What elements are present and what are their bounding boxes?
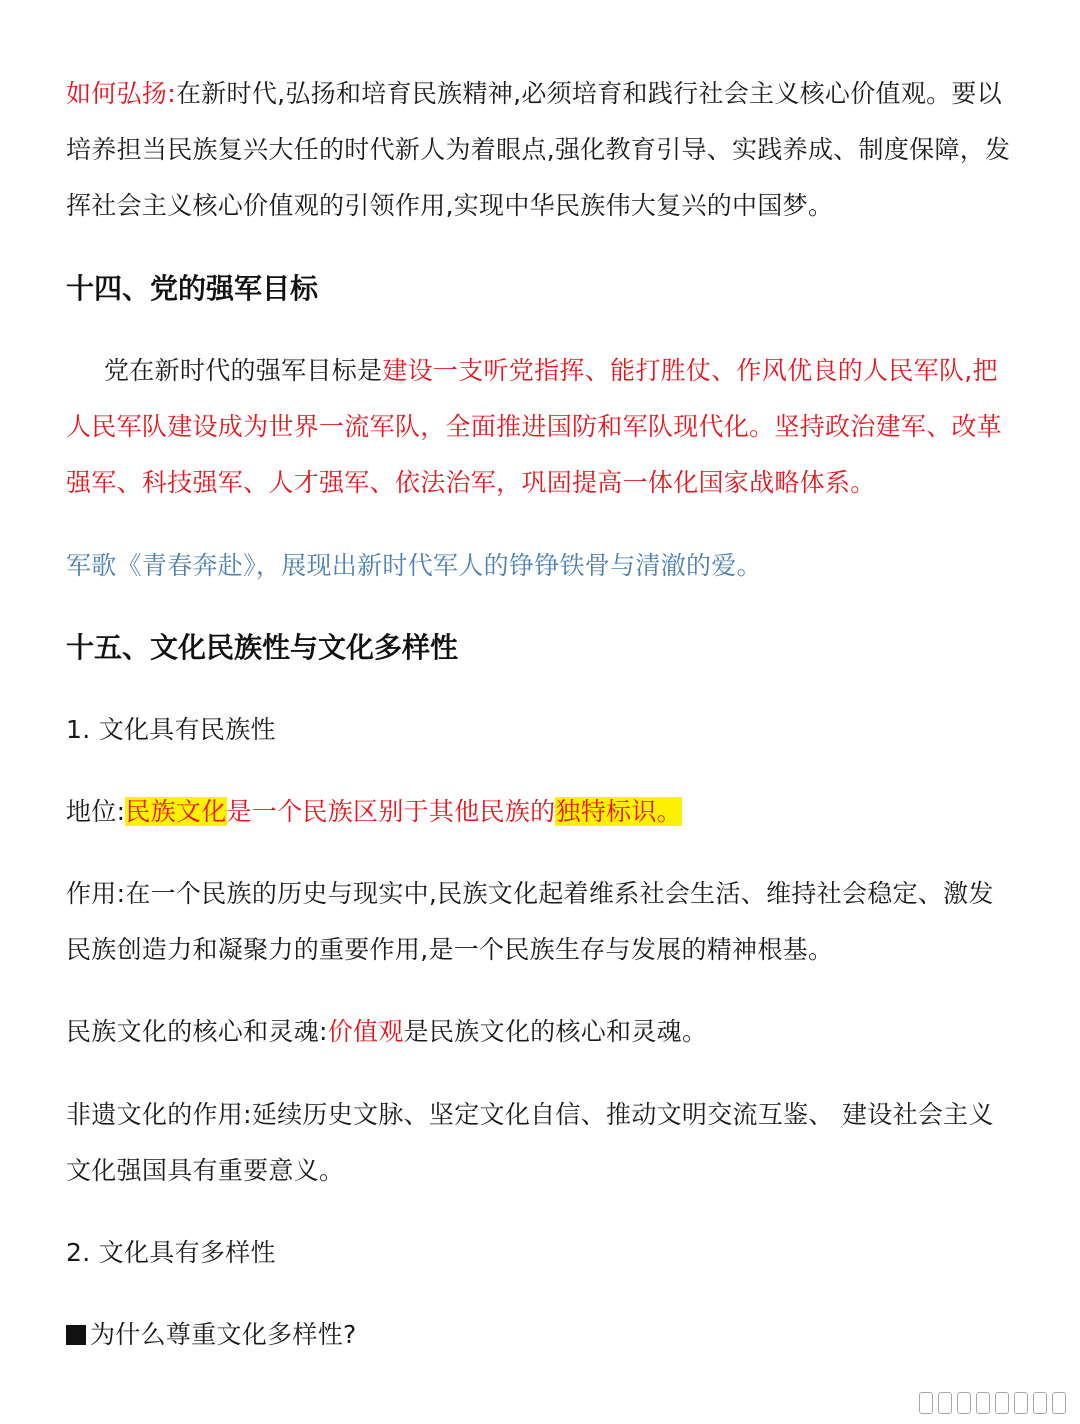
- role-paragraph: [66, 866, 1016, 978]
- section-14-red-text: 建设一支听党指挥、能打胜仗、作风优良的人民军队,把人民军队建设成为世界一流军队，全面推进国防和军队现代化。坚持政治建军、改革强军、科技强军、人才强军、依法治军，巩固提高一体化国家战略体系。: [66, 356, 1003, 497]
- core-label: 民族文化的核心和灵魂:: [66, 1017, 328, 1046]
- question-text: 为什么尊重文化多样性?: [90, 1320, 357, 1349]
- status-highlight-2: 独特标识。: [555, 797, 682, 826]
- black-square-icon: [66, 1325, 86, 1345]
- intro-text: 在新时代,弘扬和培育民族精神,必须培育和践行社会主义核心价值观。要以培养担当民族复兴大任的时代新人为着眼点,强化教育引导、实践养成、制度保障，发挥社会主义核心价值观的引领作用,实现中华民族伟大复兴的中国梦。: [66, 79, 1011, 220]
- heritage-label: 非遗文化的作用:: [66, 1100, 252, 1129]
- core-red: 价值观: [327, 1017, 404, 1046]
- status-label: 地位:: [66, 797, 126, 826]
- status-highlight-1: 民族文化: [125, 797, 227, 826]
- role-text: 在一个民族的历史与现实中,民族文化起着维系社会生活、维持社会稳定、激发民族创造力和凝聚力的重要作用,是一个民族生存与发展的精神根基。: [66, 879, 994, 964]
- heritage-paragraph: [66, 1087, 1016, 1199]
- section-15-heading: 十五、文化民族性与文化多样性: [66, 631, 459, 664]
- subheading-2: 2. 文化具有多样性: [66, 1238, 276, 1267]
- core-rest: 是民族文化的核心和灵魂。: [403, 1017, 708, 1046]
- section-14-lead: 党在新时代的强军目标是: [104, 356, 383, 385]
- section-14-heading: 十四、党的强军目标: [66, 272, 319, 305]
- section-14-body: [66, 343, 1016, 511]
- question-line: [66, 1307, 1016, 1363]
- intro-label: 如何弘扬:: [66, 79, 176, 108]
- intro-paragraph: [66, 66, 1016, 234]
- song-line: 军歌《青春奔赴》，展现出新时代军人的铮铮铁骨与清澈的爱。: [66, 551, 762, 580]
- status-mid: 是一个民族区别于其他民族的: [226, 797, 556, 826]
- role-label: 作用:: [66, 879, 126, 908]
- subheading-1: 1. 文化具有民族性: [66, 715, 276, 744]
- heritage-text: 延续历史文脉、坚定文化自信、推动文明交流互鉴、 建设社会主义文化强国具有重要意义。: [66, 1100, 994, 1185]
- core-line: [66, 1004, 1016, 1060]
- weibo-image-watermark-icon: [919, 1392, 1066, 1414]
- status-line: [66, 784, 1016, 840]
